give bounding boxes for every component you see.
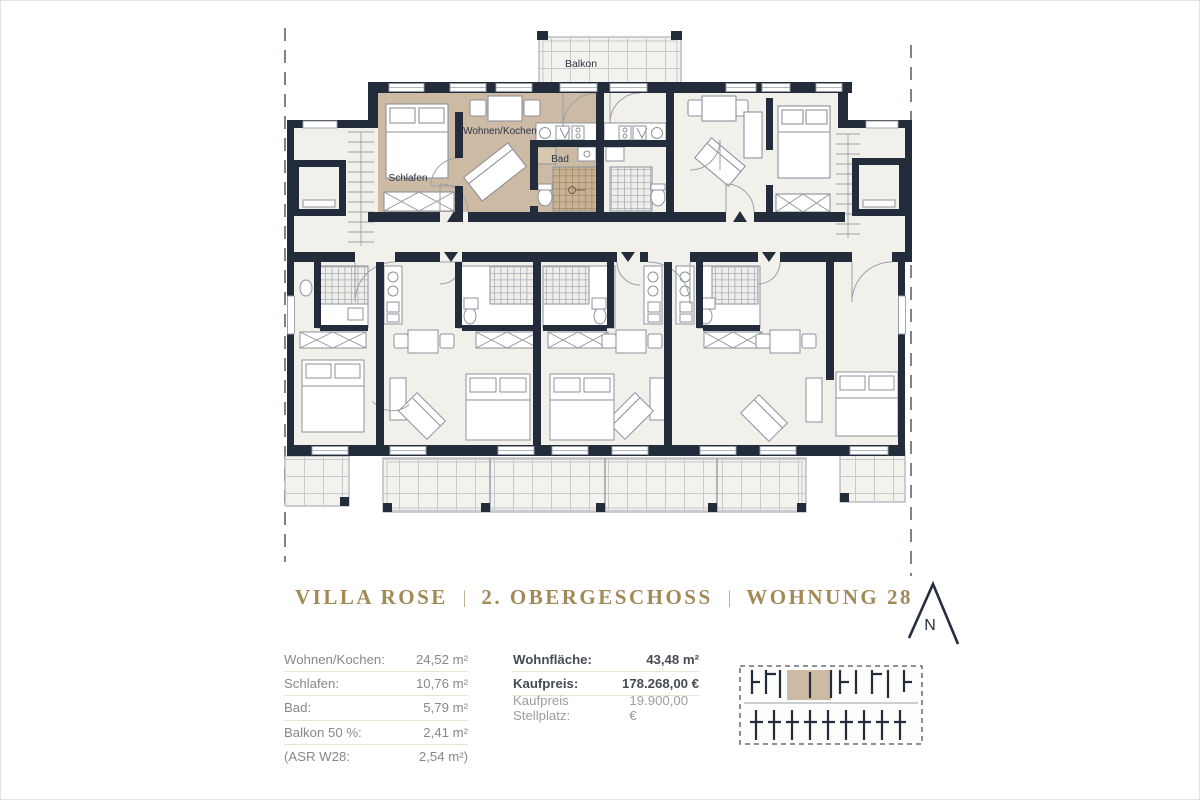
- area-table: [284, 648, 468, 768]
- table-row: [513, 648, 699, 672]
- row-value: 178.268,00 €: [621, 676, 699, 692]
- row-label: Kaufpreis:: [513, 676, 579, 692]
- table-row: [284, 672, 468, 696]
- room-label-balkon: Balkon: [564, 58, 598, 70]
- page-title: [0, 585, 1200, 610]
- row-value: 2,41 m²: [423, 724, 468, 740]
- balcony-top: [537, 31, 682, 88]
- title-separator: |: [727, 587, 732, 607]
- room-label-wohnen-kochen: Wohnen/Kochen: [463, 126, 537, 137]
- row-label: Balkon 50 %:: [284, 724, 362, 740]
- table-row: [513, 692, 699, 723]
- title-floor: 2. OBERGESCHOSS: [481, 585, 713, 609]
- table-row: [284, 696, 468, 720]
- north-label: N: [924, 617, 936, 634]
- row-value: 2,54 m²): [418, 748, 468, 764]
- table-row: [284, 648, 468, 672]
- table-row: [284, 721, 468, 745]
- title-unit: WOHNUNG 28: [746, 585, 913, 609]
- row-value: 24,52 m²: [415, 652, 468, 668]
- title-project: VILLA ROSE: [295, 585, 448, 609]
- price-table: [513, 648, 699, 723]
- balconies-bottom: [285, 450, 905, 512]
- row-value: 5,79 m²: [423, 700, 468, 716]
- key-plan: [740, 666, 922, 744]
- row-label: Wohnfläche:: [513, 652, 592, 668]
- row-label: (ASR W28:: [284, 748, 350, 764]
- title-separator: |: [462, 587, 467, 607]
- row-value: 19.900,00 €: [629, 692, 689, 723]
- table-row: [284, 745, 468, 768]
- row-value: 10,76 m²: [415, 676, 468, 692]
- row-label: Wohnen/Kochen:: [284, 652, 385, 668]
- row-label: Kaufpreis Stellplatz:: [513, 692, 571, 723]
- room-label-bad: Bad: [551, 154, 569, 165]
- row-label: Bad:: [284, 700, 312, 716]
- row-value: 43,48 m²: [646, 652, 699, 668]
- room-label-schlafen: Schlafen: [388, 173, 428, 184]
- row-label: Schlafen:: [284, 676, 339, 692]
